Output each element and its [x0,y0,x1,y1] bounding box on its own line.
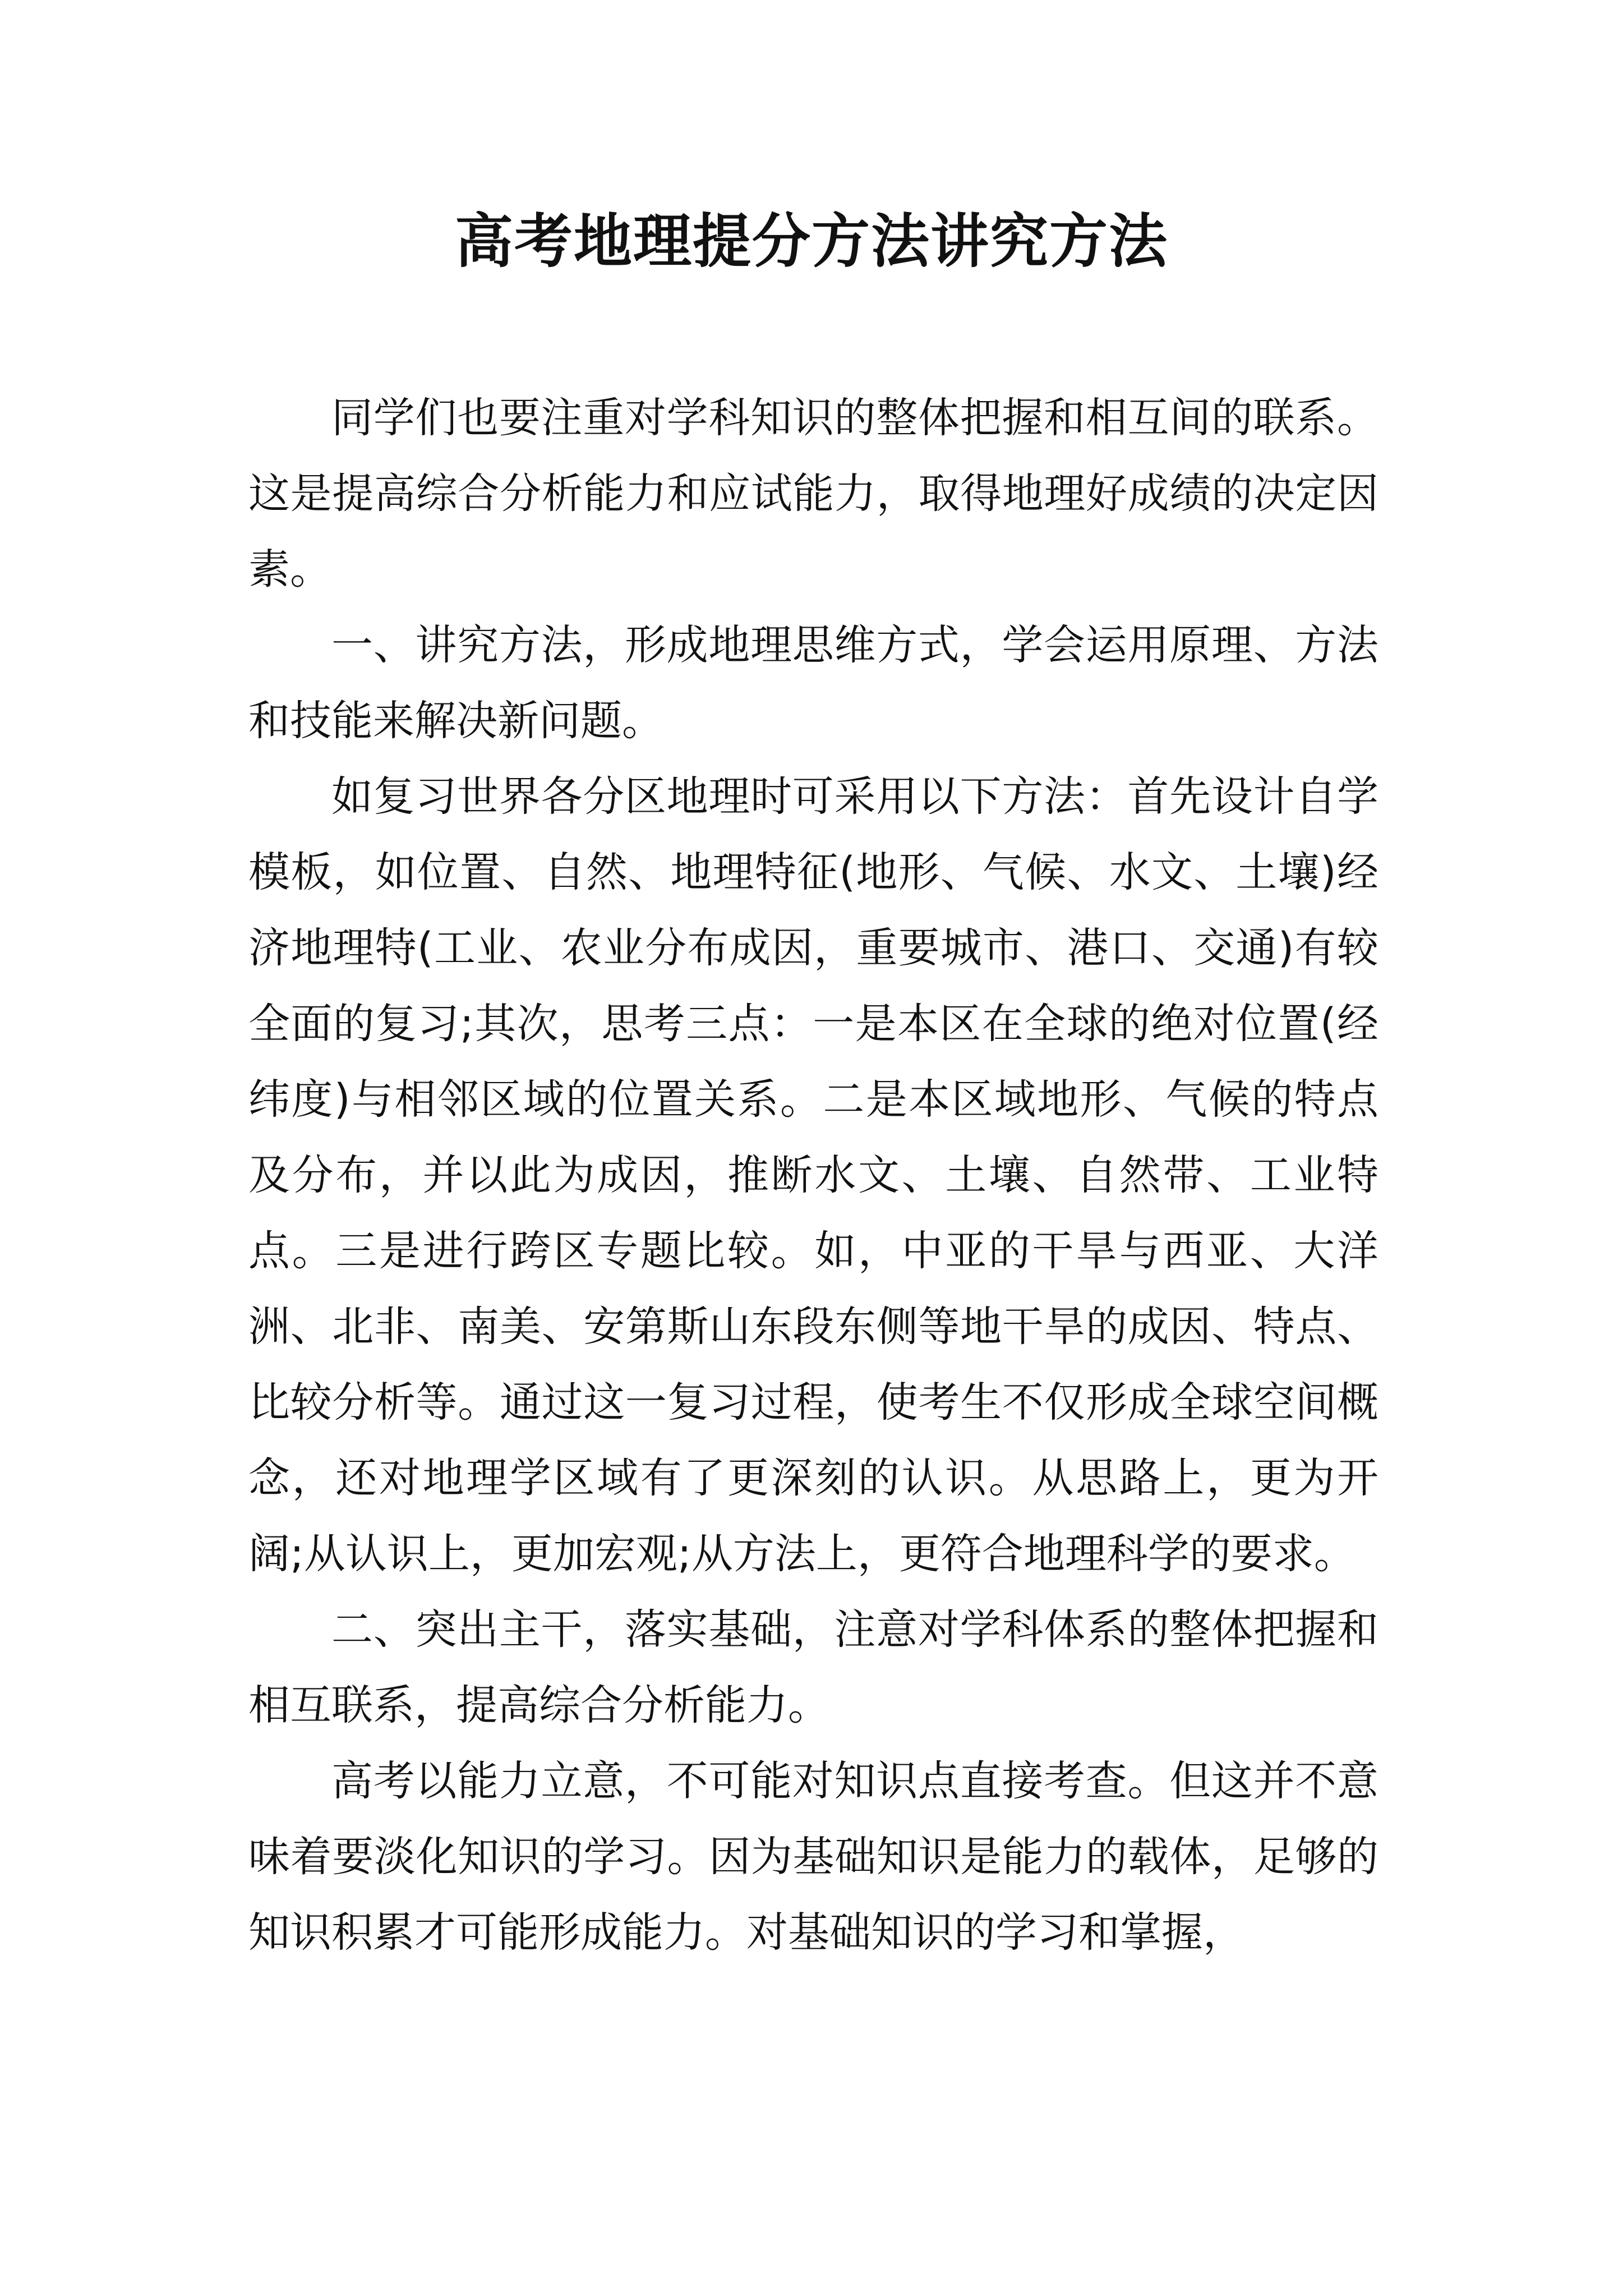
paragraph-4: 二、突出主干，落实基础，注意对学科体系的整体把握和相互联系，提高综合分析能力。 [248,1605,1378,1729]
paragraph-3: 如复习世界各分区地理时可采用以下方法：首先设计自学模板，如位置、自然、地理特征(地形、气候、水文、土壤)经济地理特(工业、农业分布成因，重要城市、港口、交通)有较全面的复习;其次，思考三点：一是本区在全球的绝对位置(经纬度)与相邻区域的位置关系。二是本区域地形、气候的特点及分布，并以此为成因，推断水文、土壤、自然带、工业特点。三是进行跨区专题比较。如，中亚的干旱与西亚、大洋洲、北非、南美、安第斯山东段东侧等地干旱的成因、特点、比较分析等。通过这一复习过程，使考生不仅形成全球空间概念，还对地理学区域有了更深刻的认识。从思路上，更为开阔;从认识上，更加宏观;从方法上，更符合地理科学的要求。 [248,772,1378,1578]
paragraph-2: 一、讲究方法，形成地理思维方式，学会运用原理、方法和技能来解决新问题。 [248,621,1378,745]
paragraph-1: 同学们也要注重对学科知识的整体把握和相互间的联系。这是提高综合分析能力和应试能力，取得地理好成绩的决定因素。 [248,394,1378,593]
paragraph-5: 高考以能力立意，不可能对知识点直接考查。但这并不意味着要淡化知识的学习。因为基础知识是能力的载体，足够的知识积累才可能形成能力。对基础知识的学习和掌握， [248,1757,1378,1957]
document-body [248,380,1378,1971]
document-title: 高考地理提分方法讲究方法 [454,206,1168,275]
